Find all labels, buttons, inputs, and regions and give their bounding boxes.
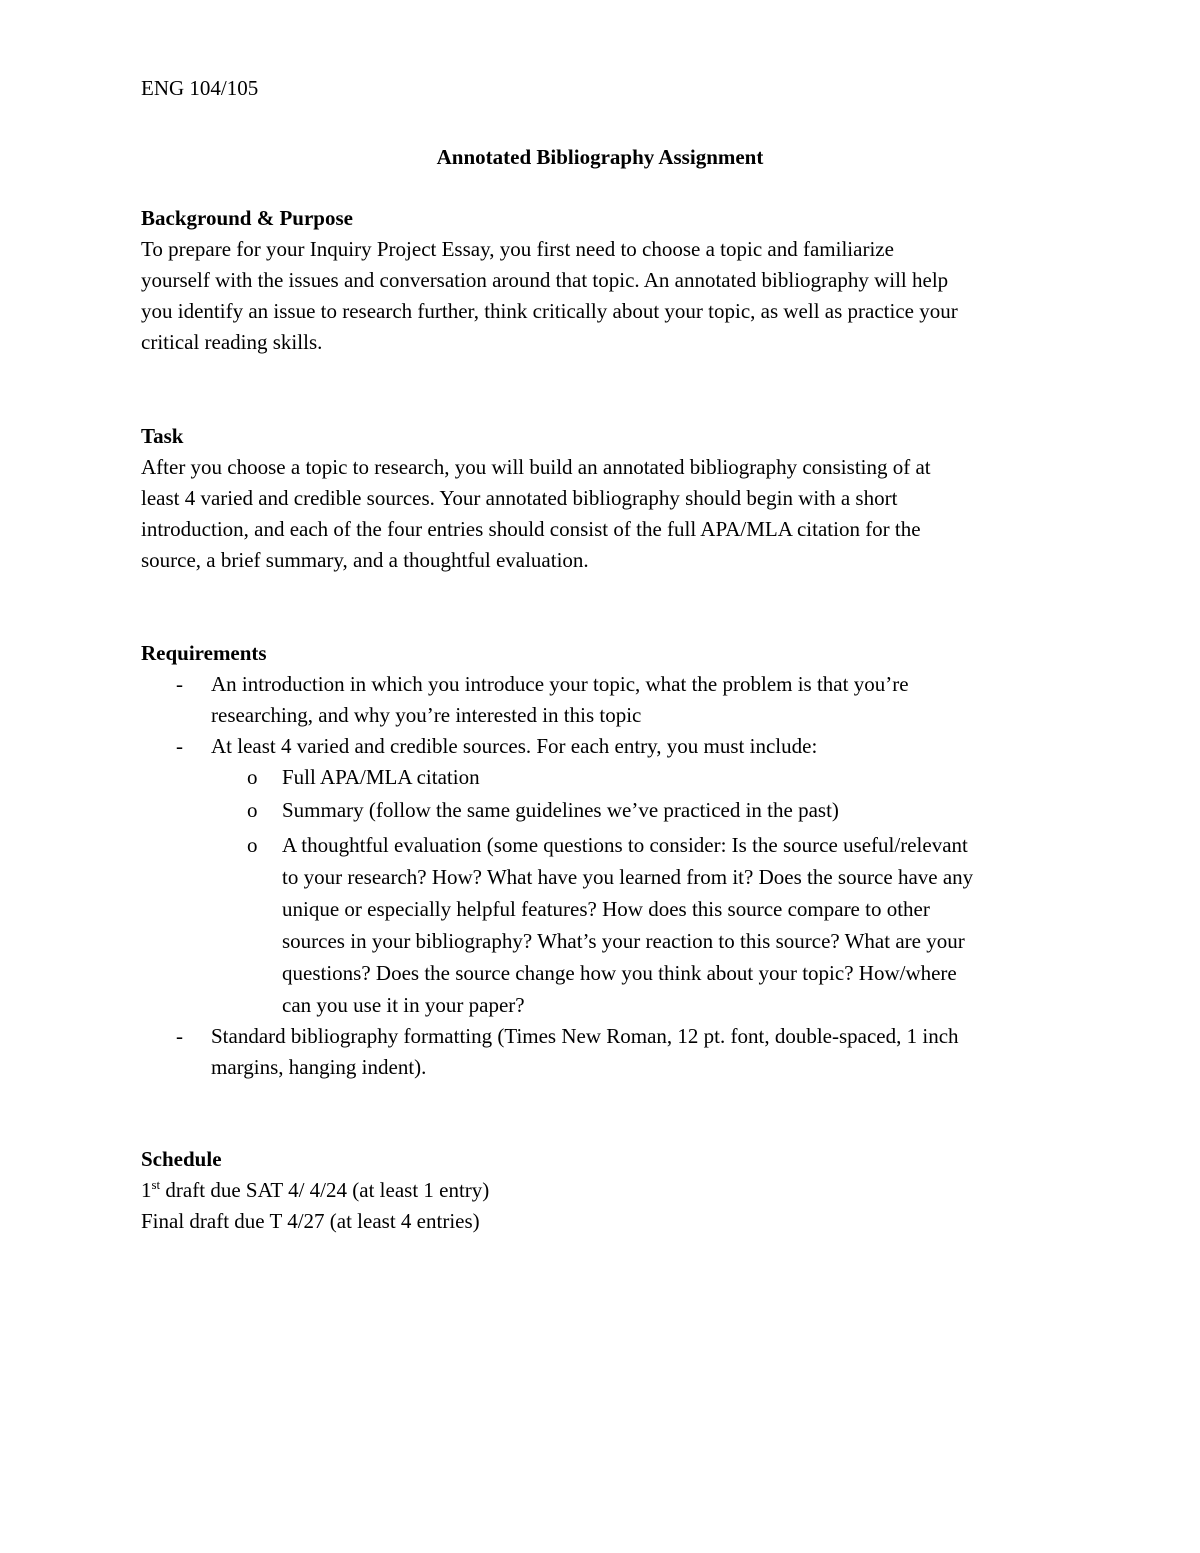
sub-list-item-line: Full APA/MLA citation bbox=[282, 765, 480, 789]
list-item bbox=[0, 1021, 973, 1083]
page-title: Annotated Bibliography Assignment bbox=[436, 145, 764, 169]
sub-list-item-line: unique or especially helpful features? How does this source compare to other bbox=[282, 897, 930, 921]
requirements-section bbox=[141, 638, 1114, 1083]
task-line: After you choose a topic to research, you will build an annotated bibliography consisting of at bbox=[141, 455, 931, 479]
schedule-ordinal-number: 1 bbox=[141, 1178, 152, 1202]
dash-marker: - bbox=[176, 1024, 183, 1048]
background-section bbox=[141, 203, 958, 358]
background-line: To prepare for your Inquiry Project Essay, you first need to choose a topic and familiarize bbox=[141, 237, 894, 261]
background-line: yourself with the issues and conversation around that topic. An annotated bibliography will help bbox=[141, 268, 949, 292]
schedule-ordinal-suffix: st bbox=[151, 1177, 161, 1192]
course-code: ENG 104/105 bbox=[141, 76, 259, 100]
requirements-list bbox=[0, 669, 973, 1083]
sub-list-item-line: can you use it in your paper? bbox=[282, 993, 525, 1017]
dash-marker: - bbox=[176, 672, 183, 696]
task-section bbox=[141, 421, 931, 576]
list-item bbox=[0, 731, 973, 762]
task-line: source, a brief summary, and a thoughtful evaluation. bbox=[141, 548, 589, 572]
task-line: least 4 varied and credible sources. Your annotated bibliography should begin with a short bbox=[141, 486, 898, 510]
background-line: critical reading skills. bbox=[141, 330, 323, 354]
sub-list-item bbox=[0, 829, 973, 1021]
circle-bullet-icon: o bbox=[247, 798, 258, 822]
schedule-section bbox=[141, 1144, 489, 1237]
sub-list-item-line: sources in your bibliography? What’s your reaction to this source? What are your bbox=[282, 929, 965, 953]
sub-list-item bbox=[0, 762, 973, 793]
sub-list-item-line: questions? Does the source change how you think about your topic? How/where bbox=[282, 961, 957, 985]
list-item-line: At least 4 varied and credible sources. For each entry, you must include: bbox=[211, 734, 818, 758]
list-item bbox=[0, 669, 973, 731]
list-item-line: Standard bibliography formatting (Times New Roman, 12 pt. font, double-spaced, 1 inch bbox=[211, 1024, 959, 1048]
background-heading: Background & Purpose bbox=[141, 206, 353, 230]
requirements-heading: Requirements bbox=[141, 641, 267, 665]
task-line: introduction, and each of the four entries should consist of the full APA/MLA citation for the bbox=[141, 517, 921, 541]
sub-list-item bbox=[0, 795, 973, 826]
background-line: you identify an issue to research further, think critically about your topic, as well as practice your bbox=[141, 299, 958, 323]
sub-list-item-line: Summary (follow the same guidelines we’ve practiced in the past) bbox=[282, 798, 839, 822]
schedule-line: Final draft due T 4/27 (at least 4 entries) bbox=[141, 1209, 480, 1233]
schedule-heading: Schedule bbox=[141, 1147, 222, 1171]
list-item-line: An introduction in which you introduce your topic, what the problem is that you’re bbox=[211, 672, 909, 696]
list-item-line: researching, and why you’re interested in this topic bbox=[211, 703, 642, 727]
dash-marker: - bbox=[176, 734, 183, 758]
list-item-line: margins, hanging indent). bbox=[211, 1055, 427, 1079]
sub-list-item-line: A thoughtful evaluation (some questions to consider: Is the source useful/relevant bbox=[282, 833, 968, 857]
circle-bullet-icon: o bbox=[247, 833, 258, 857]
schedule-line-text: draft due SAT 4/ 4/24 (at least 1 entry) bbox=[160, 1178, 490, 1202]
schedule-line bbox=[141, 1175, 489, 1206]
circle-bullet-icon: o bbox=[247, 765, 258, 789]
sub-list-item-line: to your research? How? What have you learned from it? Does the source have any bbox=[282, 865, 974, 889]
task-heading: Task bbox=[141, 424, 184, 448]
